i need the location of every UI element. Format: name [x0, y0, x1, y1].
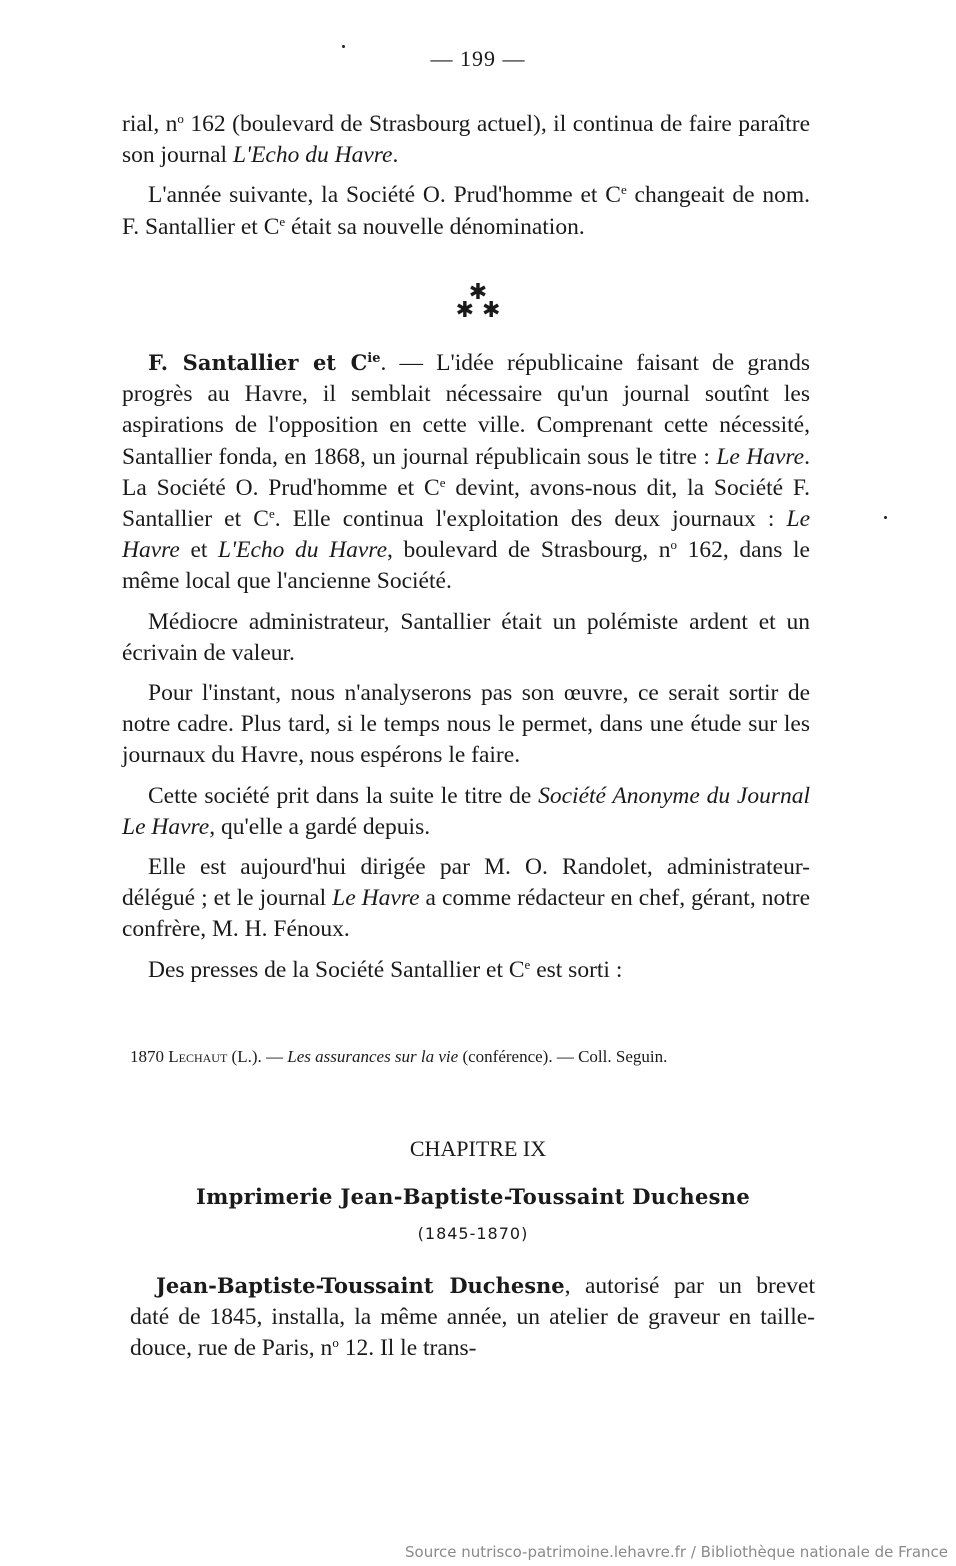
chapter-label: CHAPITRE IX [409, 1136, 547, 1161]
superscript: e [439, 474, 446, 490]
superscript: ie [367, 351, 381, 366]
text: devint, avons-nous dit, la Société F. Santallier et C [122, 474, 810, 533]
text: est sorti : [530, 956, 623, 983]
text: , qu'elle a gardé depuis. [209, 813, 431, 840]
star-icon: ✱✱ [455, 297, 509, 322]
paragraph-duchesne [130, 1270, 815, 1365]
paragraph-randolet [122, 852, 810, 946]
chapter-dates: (1845-1870) [417, 1224, 529, 1243]
superscript: e [279, 213, 286, 229]
text: . Elle continua l'exploitation des deux journaux : [274, 506, 787, 533]
text: 162, dans le même local que l'ancienne Société. [122, 537, 810, 595]
text: . — L'idée républicaine faisant de grands progrès au Havre, il semblait nécessaire qu'un journal soutînt les aspirations de l'opposition en cette ville. Comprenant cette nécessité, Santallier fonda, en 1868, un journal républicain sous le titre : [122, 350, 810, 470]
journal-title: L'Echo du Havre [232, 142, 393, 169]
text: était sa nouvelle dénomination. [285, 213, 585, 240]
star-icon: ✱ [468, 279, 488, 304]
section-heading-inline [148, 350, 381, 375]
paragraph-mediocre: Médiocre administrateur, Santallier était un polémiste ardent et un écrivain de valeur. [122, 608, 810, 666]
work-title: Les assurances sur la vie [287, 1047, 459, 1066]
text: , boulevard de Strasbourg, n [387, 537, 671, 564]
journal-title: Le Havre [716, 443, 805, 470]
page-number: — 199 — [430, 46, 526, 71]
body-text-main [122, 347, 810, 986]
text: (L.). — [227, 1047, 288, 1066]
text: 162 (boulevard de Strasbourg actuel), il continua de faire paraître son journal [122, 111, 810, 169]
year: 1870 [130, 1047, 164, 1066]
paragraph-societe [122, 781, 810, 843]
person-name: Jean-Baptiste-Toussaint Duchesne [156, 1273, 565, 1298]
superscript: e [620, 182, 627, 198]
journal-title: Le Havre [122, 506, 810, 564]
text: Des presses de la Société Santallier et C [148, 956, 525, 983]
text: . La Société O. Prud'homme et C [122, 443, 810, 501]
text: , autorisé par un brevet daté de 1845, installa, la même année, un atelier de graveur en taille-douce, rue de Paris, n [130, 1273, 815, 1362]
superscript: o [177, 111, 184, 126]
text: changeait de nom. F. Santallier et C [122, 182, 810, 240]
text: et [179, 537, 219, 564]
bibliography-entry [130, 1047, 830, 1067]
text: F. Santallier et C [148, 350, 368, 375]
paragraph-continuation [122, 109, 810, 171]
text: rial, n [122, 111, 178, 137]
text: (conférence). — Coll. Seguin. [458, 1047, 668, 1066]
paragraph-instant: Pour l'instant, nous n'analyserons pas son œuvre, ce serait sortir de notre cadre. Plus tard, si le temps nous le permet, dans une étude sur les journaux du Havre, nous espérons le faire. [122, 680, 810, 769]
superscript: e [268, 506, 275, 522]
superscript: o [332, 1335, 339, 1351]
superscript: e [524, 956, 531, 972]
text: . [392, 142, 399, 169]
asterism-ornament [0, 279, 956, 322]
body-text-chapter [130, 1270, 815, 1365]
text: a comme rédacteur en chef, gérant, notre confrère, M. H. Fénoux. [122, 885, 810, 943]
journal-title: L'Echo du Havre [218, 537, 387, 564]
company-name: Société Anonyme du Journal Le Havre [122, 782, 811, 840]
scan-speck [884, 516, 887, 519]
text: Elle est aujourd'hui dirigée par M. O. Randolet, administrateur-délégué ; et le journal [122, 854, 810, 912]
paragraph-santallier [122, 347, 810, 598]
author: Lechaut [168, 1047, 228, 1066]
text: 12. Il le trans- [338, 1335, 477, 1362]
source-credit: Source nutrisco-patrimoine.lehavre.fr / Bibliothèque nationale de France [405, 1543, 948, 1561]
paragraph-presses [122, 955, 810, 986]
text: Cette société prit dans la suite le titre de [148, 782, 539, 809]
journal-title: Le Havre [332, 885, 420, 912]
body-text-top [122, 109, 810, 243]
chapter-title: Imprimerie Jean-Baptiste-Toussaint Duchesne [195, 1184, 751, 1209]
superscript: o [670, 537, 677, 553]
paragraph-name-change [122, 180, 810, 242]
text: L'année suivante, la Société O. Prud'homme et C [148, 182, 621, 209]
